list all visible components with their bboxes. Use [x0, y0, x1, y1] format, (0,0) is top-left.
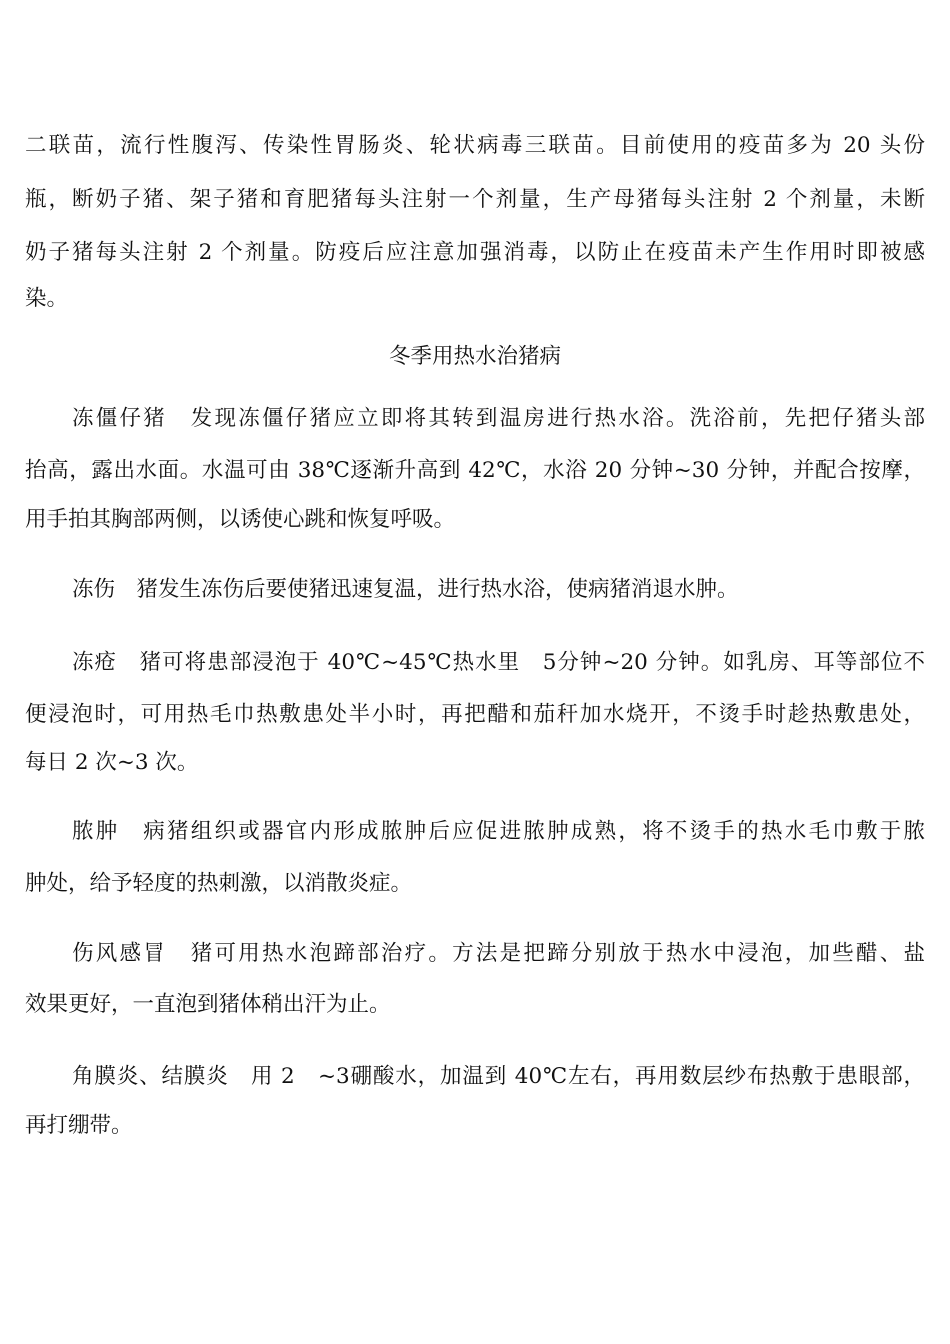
paragraph-1-line-1: 冻僵仔猪 发现冻僵仔猪应立即将其转到温房进行热水浴。洗浴前，先把仔猪头部 [72, 406, 925, 431]
paragraph-4-line-2: 肿处，给予轻度的热刺激，以消散炎症。 [25, 871, 413, 896]
paragraph-3-line-1: 冻疮 猪可将患部浸泡于 40℃~45℃热水里 5分钟~20 分钟。如乳房、耳等部位不 [72, 650, 925, 675]
paragraph-3-line-2: 便浸泡时，可用热毛巾热敷患处半小时，再把醋和茄秆加水烧开，不烫手时趁热敷患处， [25, 702, 925, 727]
intro-line-2: 瓶，断奶子猪、架子猪和育肥猪每头注射一个剂量，生产母猪每头注射 2 个剂量，未断 [25, 187, 925, 212]
paragraph-1-line-2: 抬高，露出水面。水温可由 38℃逐渐升高到 42℃，水浴 20 分钟~30 分钟，并配合按摩， [25, 458, 925, 483]
intro-line-4: 染。 [25, 286, 69, 311]
intro-line-3: 奶子猪每头注射 2 个剂量。防疫后应注意加强消毒，以防止在疫苗未产生作用时即被感 [25, 240, 925, 265]
paragraph-4-line-1: 脓肿 病猪组织或器官内形成脓肿后应促进脓肿成熟，将不烫手的热水毛巾敷于脓 [72, 819, 925, 844]
section-title: 冬季用热水治猪病 [388, 344, 561, 369]
intro-line-1: 二联苗，流行性腹泻、传染性胃肠炎、轮状病毒三联苗。目前使用的疫苗多为 20 头份 [25, 133, 925, 158]
paragraph-3-line-3: 每日 2 次~3 次。 [25, 750, 199, 775]
paragraph-6-line-1: 角膜炎、结膜炎 用 2 ~3硼酸水，加温到 40℃左右，再用数层纱布热敷于患眼部， [72, 1064, 925, 1089]
paragraph-6-line-2: 再打绷带。 [25, 1113, 133, 1138]
paragraph-1-line-3: 用手拍其胸部两侧，以诱使心跳和恢复呼吸。 [25, 507, 456, 532]
paragraph-5-line-2: 效果更好，一直泡到猪体稍出汗为止。 [25, 992, 391, 1017]
paragraph-5-line-1: 伤风感冒 猪可用热水泡蹄部治疗。方法是把蹄分别放于热水中浸泡，加些醋、盐 [72, 941, 925, 966]
paragraph-2-line-1: 冻伤 猪发生冻伤后要使猪迅速复温，进行热水浴，使病猪消退水肿。 [72, 577, 739, 602]
